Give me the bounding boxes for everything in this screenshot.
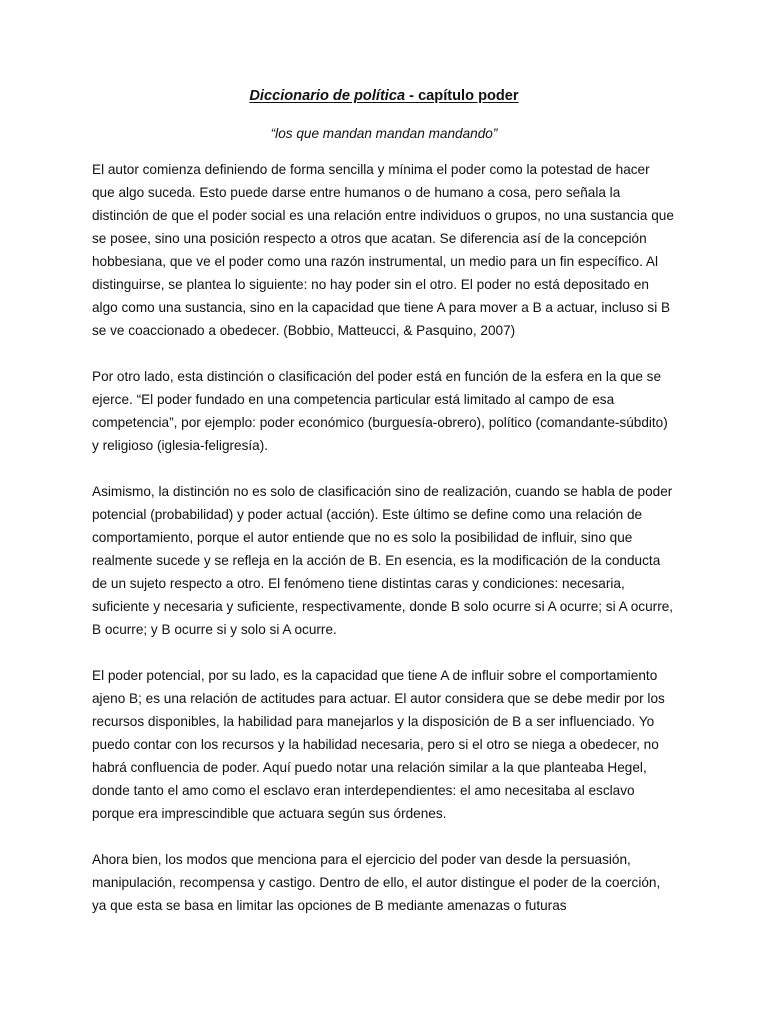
document-epigraph: “los que mandan mandan mandando” — [270, 126, 498, 141]
document-body — [92, 158, 676, 940]
paragraph-2: Por otro lado, esta distinción o clasificación del poder está en función de la esfera en la que se ejerce. “El poder fundado en una competencia particular está limitado al campo de esa competencia”, por ejemplo: poder económico (burguesía-obrero), político (comandante-súbdito) y religioso (iglesia-feligresía). — [92, 369, 668, 453]
document-title-book: Diccionario de política — [249, 88, 406, 104]
paragraph-4: El poder potencial, por su lado, es la capacidad que tiene A de influir sobre el comportamiento ajeno B; es una relación de actitudes para actuar. El autor considera que se debe medir por los recursos disponibles, la habilidad para manejarlos y la disposición de B a ser influenciado. Yo puedo contar con los recursos y la habilidad necesaria, pero si el otro se niega a obedecer, no habrá confluencia de poder. Aquí puedo notar una relación similar a la que planteaba Hegel, donde tanto el amo como el esclavo eran interdependientes: el amo necesitaba al esclavo porque era imprescindible que actuara según sus órdenes. — [92, 668, 665, 821]
document-title — [0, 88, 768, 104]
paragraph-3: Asimismo, la distinción no es solo de clasificación sino de realización, cuando se habla de poder potencial (probabilidad) y poder actual (acción). Este último se define como una relación de comportamiento, porque el autor entiende que no es solo la posibilidad de influir, sino que realmente sucede y se refleja en la acción de B. En esencia, es la modificación de la conducta de un sujeto respecto a otro. El fenómeno tiene distintas caras y condiciones: necesaria, suficiente y necesaria y suficiente, respectivamente, donde B solo ocurre si A ocurre; si A ocurre, B ocurre; y B ocurre si y solo si A ocurre. — [92, 484, 674, 637]
paragraph-1: El autor comienza definiendo de forma sencilla y mínima el poder como la potestad de hacer que algo suceda. Esto puede darse entre humanos o de humano a cosa, pero señala la distinción de que el poder social es una relación entre individuos o grupos, no una sustancia que se posee, sino una posición respecto a otros que acatan. Se diferencia así de la concepción hobbesiana, que ve el poder como una razón instrumental, un medio para un fin específico. Al distinguirse, se plantea lo siguiente: no hay poder sin el otro. El poder no está depositado en algo como una sustancia, sino en la capacidad que tiene A para mover a B a actuar, incluso si B se ve coaccionado a obedecer. (Bobbio, Matteucci, & Pasquino, 2007) — [92, 162, 674, 338]
paragraph-5: Ahora bien, los modos que menciona para el ejercicio del poder van desde la persuasión, manipulación, recompensa y castigo. Dentro de ello, el autor distingue el poder de la coerción, ya que esta se basa en limitar las opciones de B mediante amenazas o futuras — [92, 852, 661, 913]
document-title-rest: - capítulo poder — [405, 88, 519, 104]
